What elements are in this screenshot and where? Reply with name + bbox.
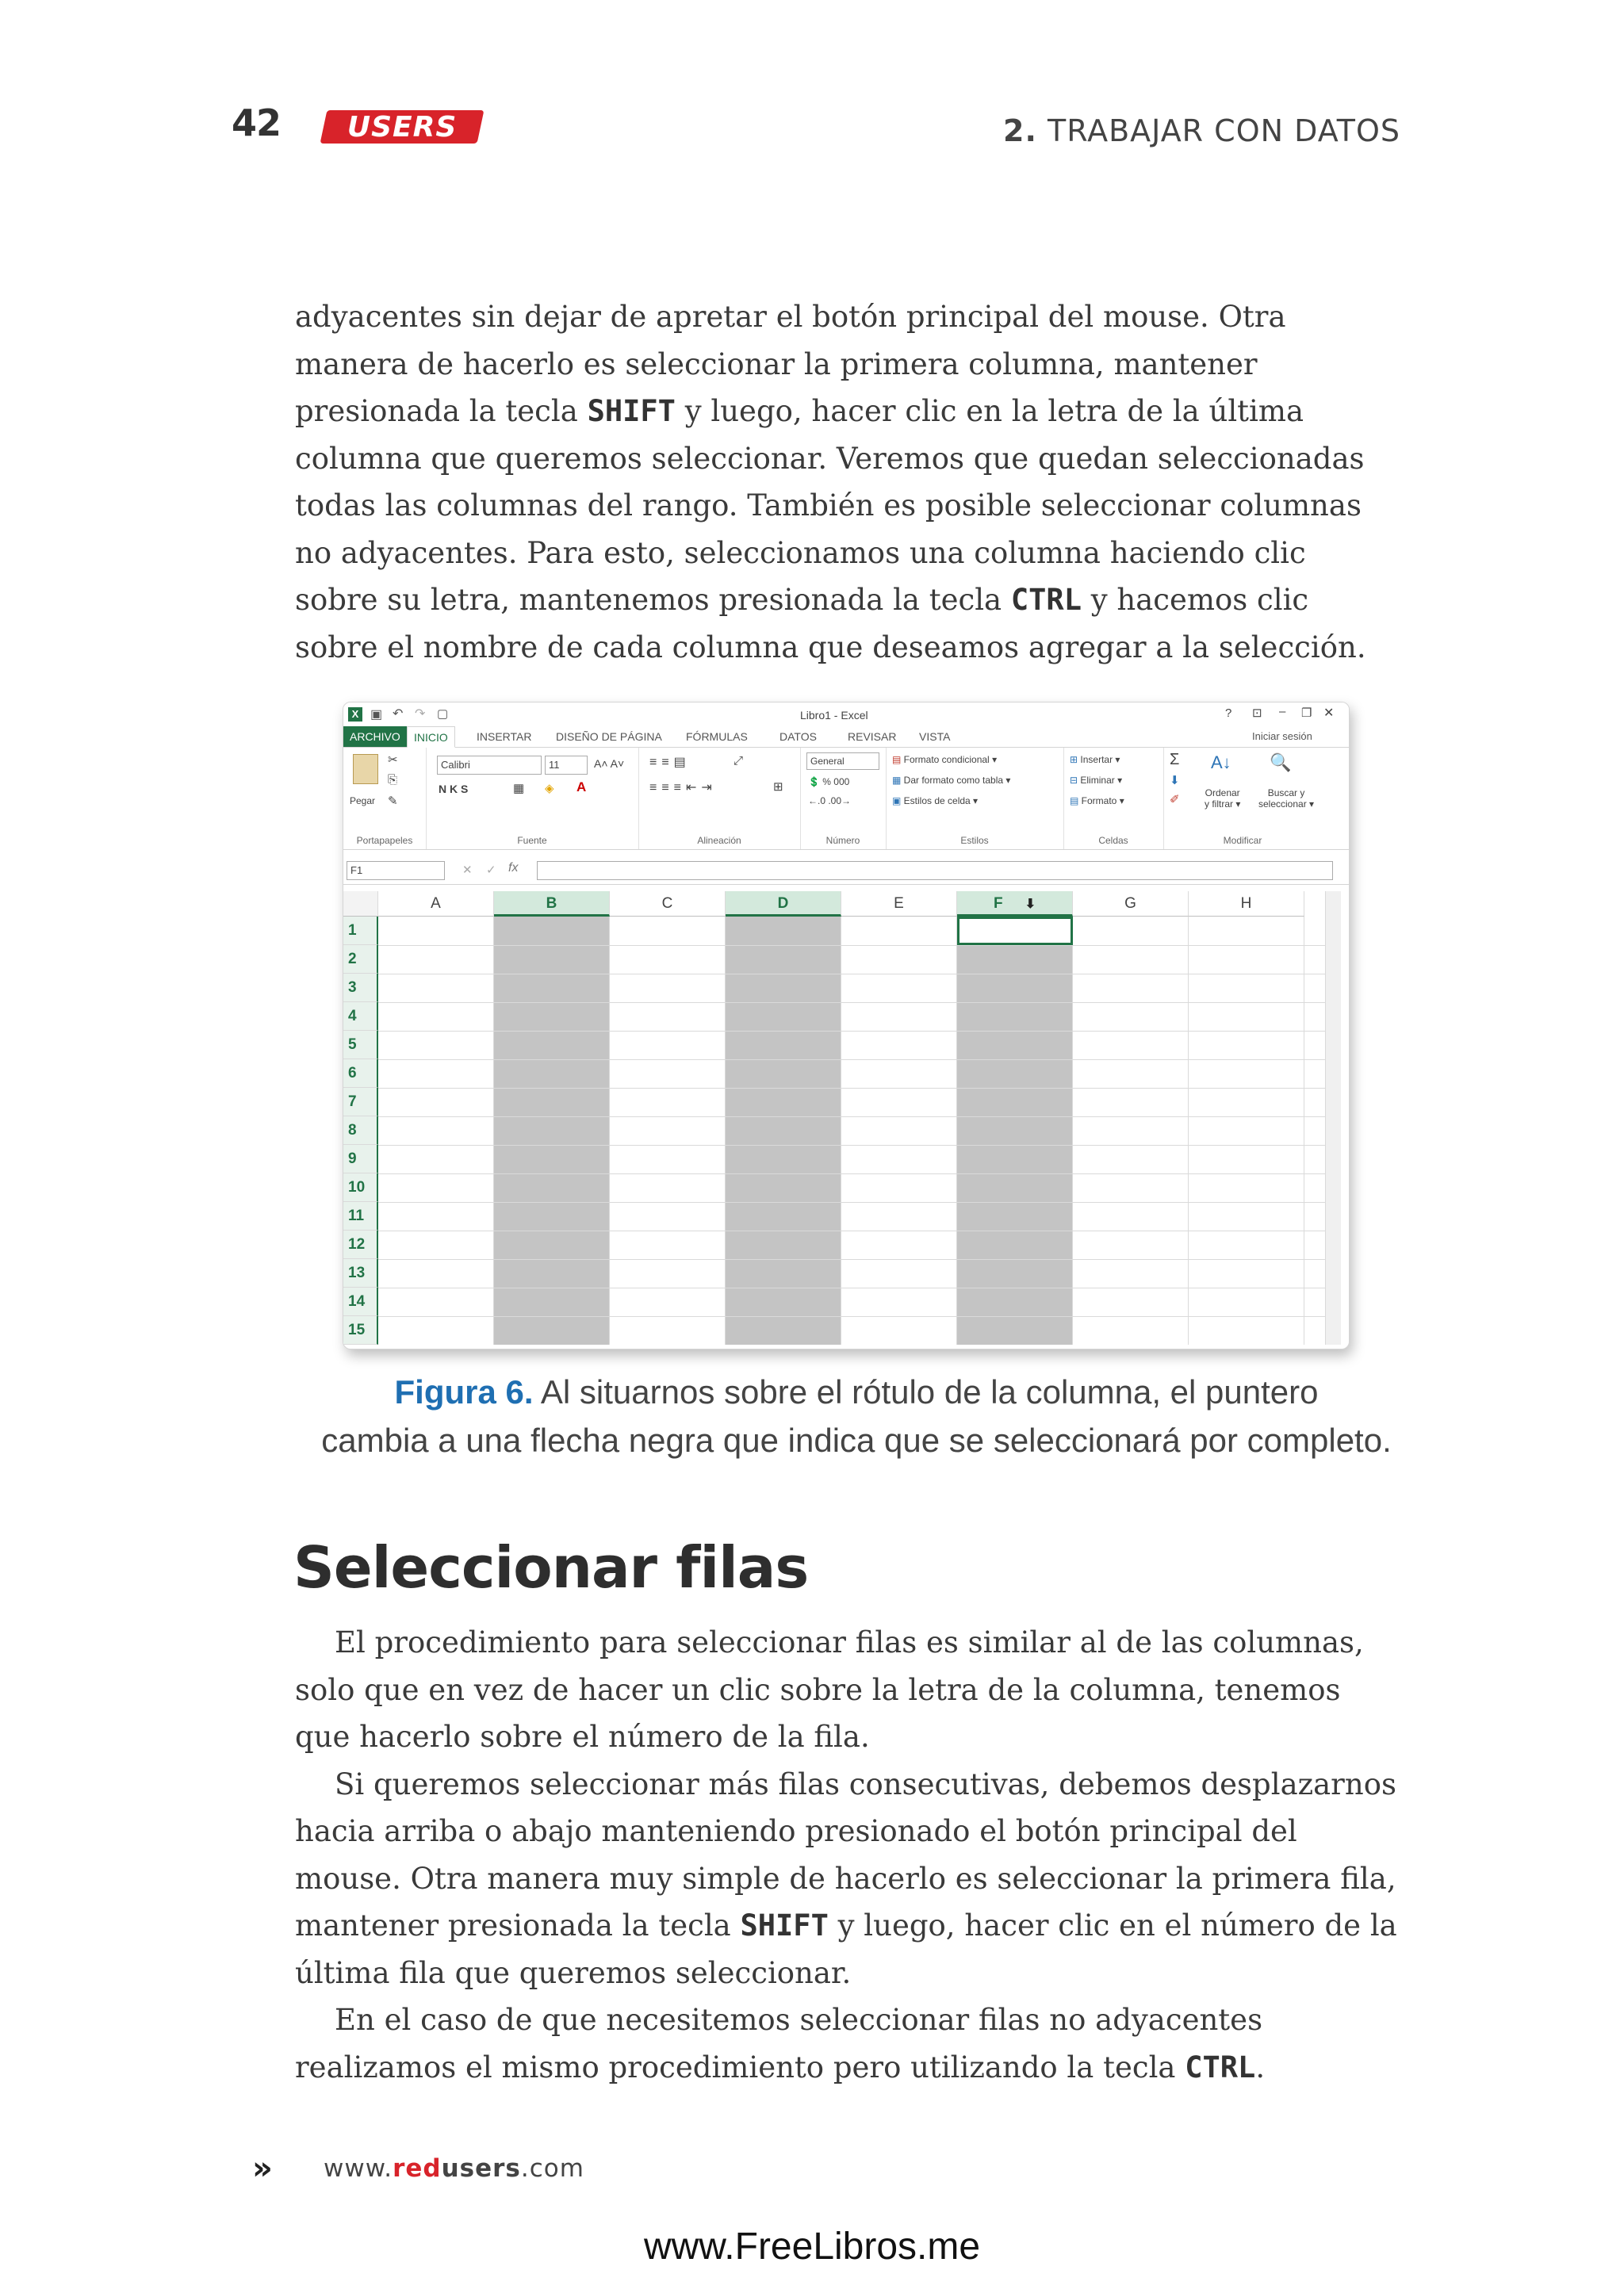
cell-styles-icon: ▣ <box>892 795 904 806</box>
p2-line-3: mouse. Otra manera muy simple de hacerlo es seleccionar la primera fila, <box>295 1861 1396 1896</box>
p3-line-2: realizamos el mismo procedimiento pero utilizando la tecla CTRL. <box>295 2050 1266 2084</box>
row-header-12[interactable]: 12 <box>343 1231 378 1259</box>
p2-line-1: Si queremos seleccionar más filas consecutivas, debemos desplazarnos <box>335 1767 1396 1801</box>
column-b[interactable] <box>494 917 610 1345</box>
redo-icon[interactable]: ↷ <box>415 707 426 721</box>
chapter-number: 2. <box>1003 113 1037 148</box>
clipboard-label: Portapapeles <box>356 835 413 846</box>
column-a[interactable] <box>378 917 494 1345</box>
styles-label: Estilos <box>960 835 989 846</box>
row-line <box>378 1059 1341 1060</box>
column-g[interactable] <box>1073 917 1189 1345</box>
row-line <box>378 1002 1341 1003</box>
column-header-d[interactable]: D <box>726 891 841 917</box>
currency-percent[interactable]: 💲 % 000 <box>808 776 850 787</box>
row-line <box>378 1202 1341 1203</box>
section-heading: Seleccionar filas <box>293 1534 809 1601</box>
paste-icon[interactable] <box>353 754 378 784</box>
intro-line-2: manera de hacerlo es seleccionar la primera columna, mantener <box>295 346 1258 381</box>
p1-line-2: solo que en vez de hacer un clic sobre la letra de la columna, tenemos <box>295 1672 1341 1707</box>
font-name-select[interactable]: Calibri <box>437 756 542 775</box>
row-line <box>378 945 1341 946</box>
row-header-9[interactable]: 9 <box>343 1145 378 1173</box>
row-line <box>378 1316 1341 1317</box>
column-d[interactable] <box>726 917 841 1345</box>
row-header-3[interactable]: 3 <box>343 974 378 1002</box>
watermark: www.FreeLibros.me <box>643 2226 981 2268</box>
ribbon-options-icon[interactable]: ⊡ <box>1252 706 1262 720</box>
row-header-15[interactable]: 15 <box>343 1316 378 1345</box>
column-header-f[interactable]: F ⬇ <box>957 891 1073 917</box>
figure-caption <box>301 1368 1411 1464</box>
row-line <box>378 1031 1341 1032</box>
row-header-1[interactable]: 1 <box>343 917 378 945</box>
caption-line-2: cambia a una flecha negra que indica que se seleccionará por completo. <box>321 1422 1392 1459</box>
p2-line-5: última fila que queremos seleccionar. <box>295 1955 852 1990</box>
tab-datos[interactable]: DATOS <box>779 730 817 743</box>
column-header-g[interactable]: G <box>1073 891 1189 917</box>
autosum-icon[interactable]: Σ <box>1170 751 1180 768</box>
tab-archivo[interactable]: ARCHIVO <box>343 726 407 747</box>
formula-bar <box>343 857 1349 885</box>
sort-filter-icon[interactable]: A↓ <box>1211 752 1231 772</box>
row-header-2[interactable]: 2 <box>343 945 378 974</box>
find-select-button[interactable]: Buscar y seleccionar ▾ <box>1258 787 1315 810</box>
shift-key: SHIFT <box>587 394 676 428</box>
save-icon[interactable]: ▣ <box>370 708 383 722</box>
row-header-4[interactable]: 4 <box>343 1002 378 1031</box>
format-icon: ▤ <box>1070 795 1082 806</box>
column-header-e[interactable]: E <box>841 891 957 917</box>
column-e[interactable] <box>841 917 957 1345</box>
format-painter-icon[interactable]: ✎ <box>388 794 398 808</box>
logo-text: USERS <box>347 110 458 144</box>
copy-icon[interactable]: ⎘ <box>388 773 398 787</box>
group-clipboard <box>343 748 427 849</box>
row-line <box>378 1173 1341 1174</box>
group-cells <box>1063 748 1164 849</box>
section-body <box>295 1619 1397 2091</box>
select-all-corner[interactable] <box>343 891 378 917</box>
delete-icon: ⊟ <box>1070 775 1081 786</box>
formula-input[interactable] <box>537 861 1333 880</box>
row-line <box>378 1259 1341 1260</box>
name-box[interactable]: F1 <box>347 861 445 880</box>
column-header-h[interactable]: H <box>1189 891 1304 917</box>
group-alignment <box>638 748 801 849</box>
insert-function-icon[interactable]: fx <box>508 861 519 875</box>
insert-icon: ⊞ <box>1070 754 1081 765</box>
tab-formulas[interactable]: FÓRMULAS <box>686 730 748 743</box>
p3-line-1: En el caso de que necesitemos seleccionar filas no adyacentes <box>335 2003 1263 2037</box>
conditional-format-icon: ▤ <box>892 754 904 765</box>
format-button[interactable]: ▤ Formato ▾ <box>1070 795 1124 806</box>
undo-icon[interactable]: ↶ <box>393 707 404 721</box>
fill-icon[interactable]: ⬇ <box>1170 774 1180 787</box>
ribbon <box>343 748 1349 850</box>
ribbon-tabs <box>343 726 1349 748</box>
font-label: Fuente <box>517 835 547 846</box>
number-format-select[interactable]: General <box>806 752 879 770</box>
row-header-10[interactable]: 10 <box>343 1173 378 1202</box>
intro-line-5: todas las columnas del rango. También es posible seleccionar columnas <box>295 488 1362 523</box>
intro-paragraph <box>295 293 1366 671</box>
currency-icon: 💲 <box>808 776 823 787</box>
window-title: Libro1 - Excel <box>800 709 868 722</box>
p2-line-2: hacia arriba o abajo manteniendo presionado el botón principal del <box>295 1814 1297 1848</box>
confirm-entry-icon[interactable]: ✓ <box>486 863 496 877</box>
cell-styles-button[interactable]: ▣ Estilos de celda ▾ <box>892 795 979 806</box>
clear-icon[interactable]: ✐ <box>1170 793 1180 806</box>
sign-in-link[interactable]: Iniciar sesión <box>1252 730 1312 742</box>
group-modify <box>1163 748 1322 849</box>
row-header-13[interactable]: 13 <box>343 1259 378 1288</box>
new-doc-icon[interactable]: ▢ <box>437 707 449 721</box>
caption-line-1: Figura 6. Al situarnos sobre el rótulo de la columna, el puntero <box>394 1373 1319 1411</box>
column-header-b[interactable]: B <box>494 891 610 917</box>
vertical-scrollbar[interactable] <box>1325 891 1341 1345</box>
spreadsheet-grid <box>343 891 1341 1345</box>
horizontal-align-icons[interactable]: ≡≡≡⇤⇥ <box>649 781 717 794</box>
figure-label: Figura 6. <box>394 1373 534 1411</box>
table-icon: ▦ <box>892 775 904 786</box>
excel-titlebar <box>343 702 1349 726</box>
page-number: 42 <box>232 101 282 144</box>
borders-icon[interactable]: ▦ <box>513 782 525 795</box>
ctrl-key: CTRL <box>1010 583 1082 617</box>
row-header-6[interactable]: 6 <box>343 1059 378 1088</box>
row-header-5[interactable]: 5 <box>343 1031 378 1059</box>
delete-button[interactable]: ⊟ Eliminar ▾ <box>1070 775 1123 786</box>
intro-line-6: no adyacentes. Para esto, seleccionamos una columna haciendo clic <box>295 535 1306 570</box>
p1-line-1: El procedimiento para seleccionar filas es similar al de las columnas, <box>335 1625 1364 1659</box>
column-h[interactable] <box>1189 917 1304 1345</box>
tab-revisar[interactable]: REVISAR <box>848 730 897 743</box>
grow-font-icon[interactable]: A˄ A˅ <box>594 757 625 770</box>
column-f[interactable] <box>957 917 1073 1345</box>
excel-app-icon: X <box>348 707 362 722</box>
shift-key: SHIFT <box>740 1908 829 1943</box>
close-icon[interactable]: ✕ <box>1323 706 1335 720</box>
tab-inicio[interactable]: INICIO <box>407 726 455 748</box>
select-column-arrow-icon: ⬇ <box>1025 898 1036 911</box>
row-header-7[interactable]: 7 <box>343 1088 378 1116</box>
intro-line-4: columna que queremos seleccionar. Veremos que quedan seleccionadas <box>295 441 1365 476</box>
conditional-format-button[interactable]: ▤ Formato condicional ▾ <box>892 754 998 765</box>
restore-icon[interactable]: ❐ <box>1301 706 1312 720</box>
row-header-14[interactable]: 14 <box>343 1288 378 1316</box>
group-font <box>426 748 639 849</box>
vertical-align-icons[interactable]: ≡≡▤ <box>649 756 691 769</box>
column-header-c[interactable]: C <box>610 891 726 917</box>
group-number <box>800 748 887 849</box>
active-cell-f1[interactable] <box>957 917 1073 945</box>
column-header-a[interactable]: A <box>378 891 494 917</box>
chapter-title <box>1003 113 1400 148</box>
row-line <box>378 1088 1341 1089</box>
find-select-icon[interactable]: 🔍 <box>1270 752 1292 772</box>
intro-line-7: sobre su letra, mantenemos presionada la tecla CTRL y hacemos clic <box>295 583 1309 617</box>
minimize-icon[interactable]: – <box>1279 705 1286 718</box>
number-label: Número <box>825 835 860 846</box>
decimal-icons[interactable]: ←.0 .00→ <box>808 795 852 806</box>
font-color-icon[interactable]: A <box>576 779 587 794</box>
p1-line-3: que hacerlo sobre el número de la fila. <box>295 1720 870 1754</box>
bold-italic-underline[interactable]: N K S <box>439 783 469 795</box>
cancel-entry-icon[interactable]: ✕ <box>462 863 473 877</box>
row-line <box>378 1116 1341 1117</box>
orientation-icon[interactable]: ⤢ <box>733 754 744 768</box>
row-header-11[interactable]: 11 <box>343 1202 378 1231</box>
intro-line-1: adyacentes sin dejar de apretar el botón principal del mouse. Otra <box>295 300 1286 334</box>
ctrl-key: CTRL <box>1185 2050 1256 2084</box>
intro-line-8: sobre el nombre de cada columna que deseamos agregar a la selección. <box>295 630 1366 664</box>
double-chevron-icon: » <box>252 2150 273 2187</box>
intro-line-3: presionada la tecla SHIFT y luego, hacer clic en la letra de la última <box>295 394 1304 428</box>
sort-filter-button[interactable]: Ordenar y filtrar ▾ <box>1205 787 1241 810</box>
fill-color-icon[interactable]: ◈ <box>545 782 554 795</box>
cut-icon[interactable]: ✂ <box>388 753 398 767</box>
modify-label: Modificar <box>1223 835 1262 846</box>
paste-label[interactable]: Pegar <box>350 795 376 806</box>
footer-url[interactable]: www.redusers.com <box>324 2154 584 2183</box>
row-header-8[interactable]: 8 <box>343 1116 378 1145</box>
alignment-label: Alineación <box>697 835 741 846</box>
row-line <box>378 1145 1341 1146</box>
format-as-table-button[interactable]: ▦ Dar formato como tabla ▾ <box>892 775 1011 786</box>
merge-icon[interactable]: ⊞ <box>773 780 783 794</box>
excel-screenshot <box>343 702 1350 1349</box>
users-logo <box>320 110 485 144</box>
column-c[interactable] <box>610 917 726 1345</box>
cells-label: Celdas <box>1098 835 1128 846</box>
help-icon[interactable]: ? <box>1225 706 1232 720</box>
chapter-name: TRABAJAR CON DATOS <box>1048 113 1400 148</box>
tab-vista[interactable]: VISTA <box>919 730 951 743</box>
p2-line-4: mantener presionada la tecla SHIFT y luego, hacer clic en el número de la <box>295 1908 1397 1943</box>
tab-insertar[interactable]: INSERTAR <box>477 730 532 743</box>
tab-diseno-pagina[interactable]: DISEÑO DE PÁGINA <box>556 730 662 743</box>
font-size-select[interactable]: 11 <box>545 756 588 775</box>
group-styles <box>886 748 1064 849</box>
insert-button[interactable]: ⊞ Insertar ▾ <box>1070 754 1120 765</box>
